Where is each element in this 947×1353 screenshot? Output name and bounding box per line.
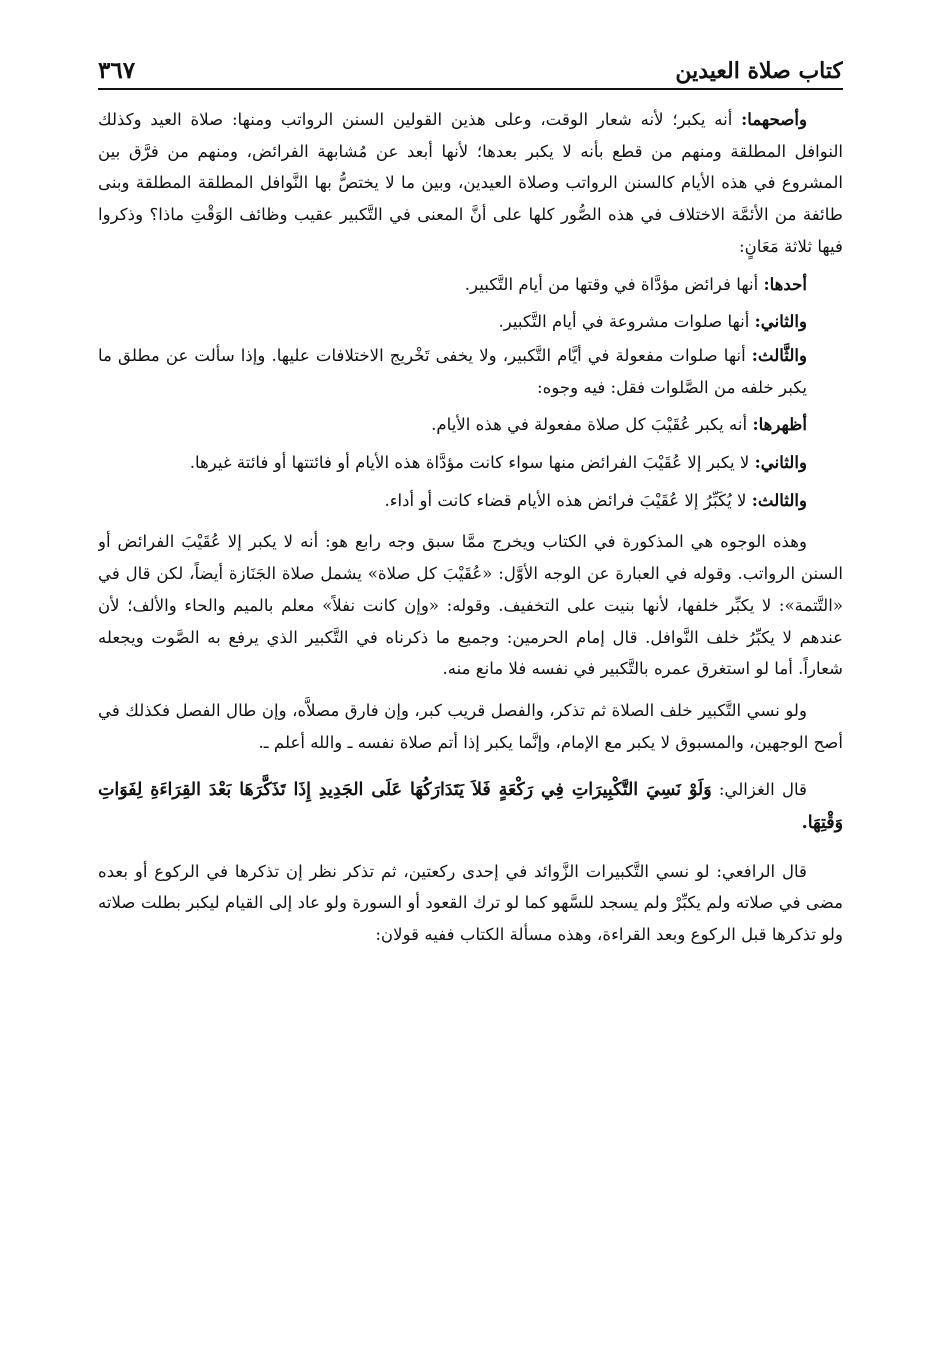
term-azharuha: أظهرها: bbox=[752, 414, 807, 435]
paragraph-rafii-commentary: قال الرافعي: لو نسي التَّكبيرات الزَّوائد في إحدى ركعتين، ثم تذكر نظر إن تذكرها في الركوع أو بعده مضى في صلاته ولم يكبِّرْ ولم يسجد للسَّهو كما لو ترك القعود أو السورة ولو عاد إلى القيام ليكبر بطلت صلاته ولو تذكرها قبل الركوع وبعد القراءة، وهذه مسألة الكتاب ففيه قولان: bbox=[98, 861, 843, 945]
page-body bbox=[98, 104, 843, 951]
quote-attribution: قال الغزالي: bbox=[711, 780, 807, 800]
term-althani: والثاني: bbox=[754, 311, 807, 332]
item-text: أنه يكبر عُقَيْبَ كل صلاة مفعولة في هذه الأيام. bbox=[431, 415, 753, 435]
item-text: لا يُكَبِّرُ إلا عُقَيْبَ فرائض هذه الأيام قضاء كانت أو أداء. bbox=[384, 490, 752, 510]
term-ashahhuhuma: وأصحهما: bbox=[741, 109, 807, 129]
ghazali-quote bbox=[98, 774, 843, 839]
paragraph-first-opinion bbox=[98, 104, 843, 263]
page-header bbox=[98, 48, 843, 90]
book-page bbox=[98, 48, 843, 1338]
paragraph-fourth-view: وهذه الوجوه هي المذكورة في الكتاب ويخرج ممَّا سبق وجه رابع هو: أنه لا يكبر إلا عُقَيْبَ الفرائض أو السنن الرواتب. وقوله في العبارة عن الوجه الأوَّل: «عُقَيْبَ كل صلاة» يشمل صلاة الجَنَازة أيضاً، لكن قال في «التَّتمة»: لا يكبِّر خلفها، لأنها بنيت على التخفيف. وقوله: «وإن كانت نفلاً» معلم بالميم والحاء والألف؛ لأن عندهم لا يكبِّرُ خلف النَّوافل. قال إمام الحرمين: وجميع ما ذكرناه في التَّكبير الذي يرفع به الصَّوت ويجعله شعاراً. أما لو استغرق عمره بالتَّكبير في نفسه فلا مانع منه. bbox=[98, 532, 843, 679]
view-item-first bbox=[98, 409, 843, 441]
running-title: كتاب صلاة العيدين bbox=[675, 58, 843, 84]
meaning-item-second bbox=[98, 306, 843, 338]
view-item-second bbox=[98, 447, 843, 479]
paragraph-forgetting-takbir: ولو نسي التَّكبير خلف الصلاة ثم تذكر، والفصل قريب كبر، وإن فارق مصلاَّه، وإن طال الفصل فكذلك في أصح الوجهين، والمسبوق لا يكبر مع الإمام، وإنَّما يكبر إذا أتم صلاة نفسه ـ والله أعلم ـ. bbox=[98, 700, 843, 752]
term-althalith: والثَّالث: bbox=[751, 344, 807, 365]
item-text: أنها فرائض مؤدَّاة في وقتها من أيام التَّكبير. bbox=[464, 274, 764, 294]
meaning-item-third bbox=[98, 340, 843, 403]
meaning-item-first bbox=[98, 269, 843, 301]
item-text: لا يكبر إلا عُقَيْبَ الفرائض منها سواء كانت مؤدَّاة هذه الأيام أو فائتتها أو فائتة غيرها. bbox=[189, 453, 755, 473]
view-item-third bbox=[98, 485, 843, 517]
item-text: أنها صلوات مفعولة في أيَّام التَّكبير، ولا يخفى تَخْريج الاختلافات عليها. وإذا سألت عن مطلق ما يكبر خلفه من الصَّلوات فقل: فيه وجوه: bbox=[98, 345, 807, 397]
item-text: أنها صلوات مشروعة في أيام التَّكبير. bbox=[498, 312, 755, 332]
term-althalith: والثالث: bbox=[751, 489, 807, 510]
page-number: ٣٦٧ bbox=[98, 57, 136, 84]
term-althani: والثاني: bbox=[754, 452, 807, 473]
quote-text: وَلَوْ نَسِيَ التَّكْبِيرَاتِ فِي رَكْعَةٍ فَلاَ يَتَدَارَكُهَا عَلَى الجَدِيدِ إِذَا تَذَكَّرَهَا بَعْدَ القِرَاءَةِ لِفَوَاتِ وَقْتِهَا. bbox=[98, 780, 843, 834]
term-ahaduha: أحدها: bbox=[763, 273, 807, 294]
paragraph-text: أنه يكبر؛ لأنه شعار الوقت، وعلى هذين القولين السنن الرواتب ومنها: صلاة العيد وكذلك النوافل المطلقة ومنهم من قطع بأنه لا يكبر بعدها؛ لأنها أبعد عن مُشابهة الفرائض، ومنهم من فرَّق بين المشروع في هذه الأيام كالسنن الرواتب وصلاة العيدين، وبين ما لا يختصُّ بها النَّوافل المطلقة المطلقة وبنى طائفة من الأئمَّة الاختلاف في هذه الصُّور كلها على أنَّ المعنى في التَّكبير عقيب وظائف الوَقْتِ ماذا؟ وذكروا فيها ثلاثة مَعَانٍ: bbox=[98, 110, 843, 256]
